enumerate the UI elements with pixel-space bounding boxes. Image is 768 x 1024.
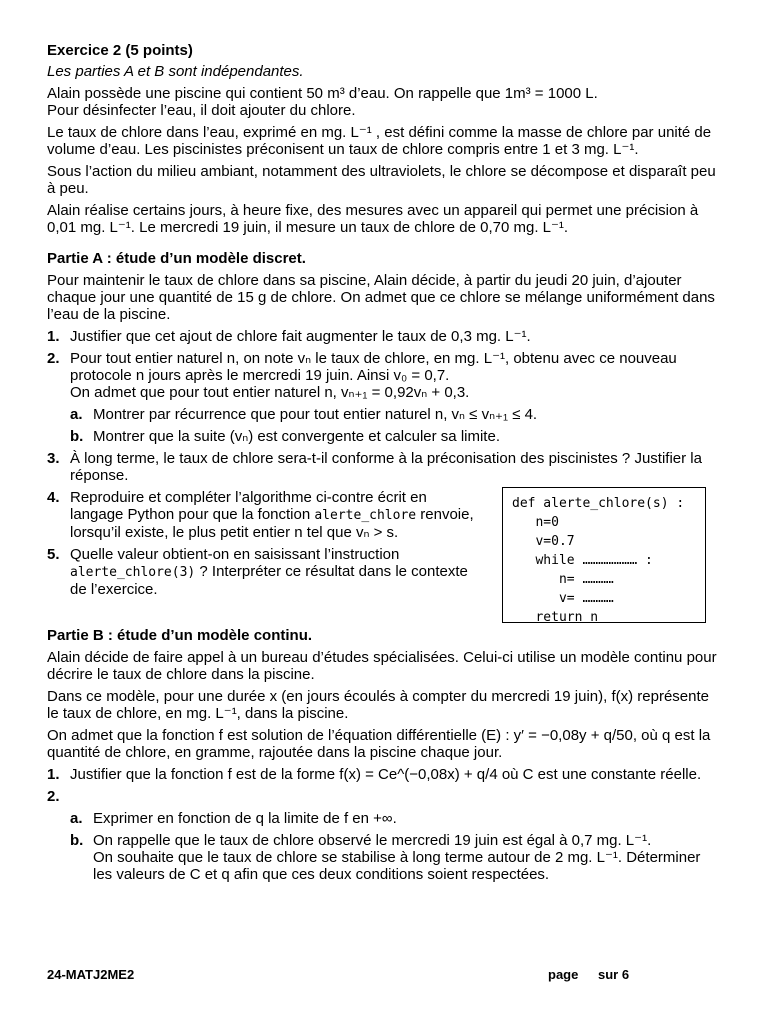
- subquestion-letter: a.: [70, 810, 83, 827]
- python-code-box: def alerte_chlore(s) : n=0 v=0.7 while ………………… : n= ………… v= ………… return n: [502, 487, 706, 623]
- subquestion-letter: a.: [70, 406, 83, 423]
- question-a3: [47, 450, 723, 484]
- exam-code: 24-MATJ2ME2: [47, 967, 135, 982]
- question-text-pre: Quelle valeur obtient-on en saisissant l’instruction: [70, 546, 400, 563]
- question-a2a: [47, 406, 723, 423]
- questions-4-5-with-code: [47, 489, 723, 623]
- question-text-post: ? Interpréter ce résultat dans le contexte de l’exercice.: [70, 563, 468, 598]
- subquestion-text: Montrer par récurrence que pour tout entier naturel n, vₙ ≤ vₙ₊₁ ≤ 4.: [93, 406, 538, 423]
- question-a1: [47, 328, 723, 345]
- question-text-pre: Reproduire et compléter l’algorithme ci-contre écrit en langage Python pour que la fonction: [70, 489, 427, 523]
- subquestion-text: Montrer que la suite (vₙ) est convergente et calculer sa limite.: [93, 428, 500, 445]
- question-b2: [47, 788, 723, 805]
- instruction-code: alerte_chlore(3): [70, 565, 196, 580]
- question-text: Justifier que la fonction f est de la forme f(x) = Ce^(−0,08x) + q/4 où C est une constante réelle.: [70, 766, 702, 783]
- question-b2b: [47, 832, 723, 883]
- question-b1: [47, 766, 723, 783]
- part-b-title: Partie B : étude d’un modèle continu.: [47, 627, 313, 644]
- paragraph-uv: Sous l’action du milieu ambiant, notamment des ultraviolets, le chlore se décompose et disparaît peu à peu.: [47, 163, 716, 197]
- disinfect-text: Pour désinfecter l’eau, il doit ajouter du chlore.: [47, 102, 356, 119]
- pool-volume-text: Alain possède une piscine qui contient 50 m³ d’eau. On rappelle que 1m³ = 1000 L.: [47, 85, 598, 102]
- question-number: 3.: [47, 450, 60, 467]
- exam-page: [47, 42, 723, 888]
- question-a5: [47, 546, 475, 598]
- part-b-model: Dans ce modèle, pour une durée x (en jours écoulés à compter du mercredi 19 juin), f(x) représente le taux de chlore, en mg. L⁻¹, dans la piscine.: [47, 688, 709, 722]
- function-name: alerte_chlore: [314, 508, 417, 523]
- subquestion-letter: b.: [70, 832, 84, 849]
- subquestion-text-continued: On souhaite que le taux de chlore se stabilise à long terme autour de 2 mg. L⁻¹. Déterminer les valeurs de C et q afin que ces deux conditions soient respectées.: [93, 849, 701, 883]
- exercise-intro: Les parties A et B sont indépendantes.: [47, 63, 304, 80]
- question-a2b: [47, 428, 723, 445]
- part-a-title: Partie A : étude d’un modèle discret.: [47, 250, 306, 267]
- question-a4: [47, 489, 475, 541]
- page-label: page: [548, 967, 579, 982]
- part-a-intro: Pour maintenir le taux de chlore dans sa piscine, Alain décide, à partir du jeudi 20 juin, d’ajouter chaque jour une quantité de 15 g de chlore. On admet que ce chlore se mélange uniformément dans l’eau de la piscine.: [47, 272, 715, 323]
- question-text: Pour tout entier naturel n, on note vₙ le taux de chlore, en mg. L⁻¹, obtenu avec ce nouveau protocole n jours après le mercredi 19 juin. Ainsi v₀ = 0,7.: [70, 350, 677, 384]
- paragraph-chlorine-rate: Le taux de chlore dans l’eau, exprimé en mg. L⁻¹ , est défini comme la masse de chlore par unité de volume d’eau. Les piscinistes préconisent un taux de chlore compris entre 1 et 3 mg. L⁻¹.: [47, 124, 712, 158]
- exercise-title: Exercice 2 (5 points): [47, 42, 193, 59]
- question-number: 1.: [47, 328, 60, 345]
- question-number: 5.: [47, 546, 60, 563]
- questions-column: [47, 489, 475, 603]
- page-total: sur 6: [598, 967, 630, 982]
- part-b-intro: Alain décide de faire appel à un bureau d’études spécialisées. Celui-ci utilise un modèle continu pour décrire le taux de chlore dans la piscine.: [47, 649, 717, 683]
- subquestion-text: Exprimer en fonction de q la limite de f en +∞.: [93, 810, 397, 827]
- subquestion-letter: b.: [70, 428, 84, 445]
- subquestion-text: On rappelle que le taux de chlore observé le mercredi 19 juin est égal à 0,7 mg. L⁻¹.: [93, 832, 652, 849]
- paragraph-measure: Alain réalise certains jours, à heure fixe, des mesures avec un appareil qui permet une précision à 0,01 mg. L⁻¹. Le mercredi 19 juin, il mesure un taux de chlore de 0,70 mg. L⁻¹.: [47, 202, 699, 236]
- question-number: 1.: [47, 766, 60, 783]
- question-b2a: [47, 810, 723, 827]
- question-number: 2.: [47, 350, 60, 367]
- question-a2: [47, 350, 723, 401]
- question-text: À long terme, le taux de chlore sera-t-il conforme à la préconisation des piscinistes ? Justifier la réponse.: [70, 450, 702, 484]
- question-number: 2.: [47, 788, 60, 805]
- paragraph-pool: [47, 85, 723, 119]
- recurrence-text: On admet que pour tout entier naturel n, vₙ₊₁ = 0,92vₙ + 0,3.: [70, 384, 470, 401]
- question-number: 4.: [47, 489, 60, 506]
- question-text-post: renvoie, lorsqu’il existe, le plus petit entier n tel que vₙ > s.: [70, 506, 474, 541]
- question-text: Justifier que cet ajout de chlore fait augmenter le taux de 0,3 mg. L⁻¹.: [70, 328, 531, 345]
- part-b-equation: On admet que la fonction f est solution de l’équation différentielle (E) : y′ = −0,08y + q/50, où q est la quantité de chlore, en gramme, rajoutée dans la piscine chaque jour.: [47, 727, 711, 761]
